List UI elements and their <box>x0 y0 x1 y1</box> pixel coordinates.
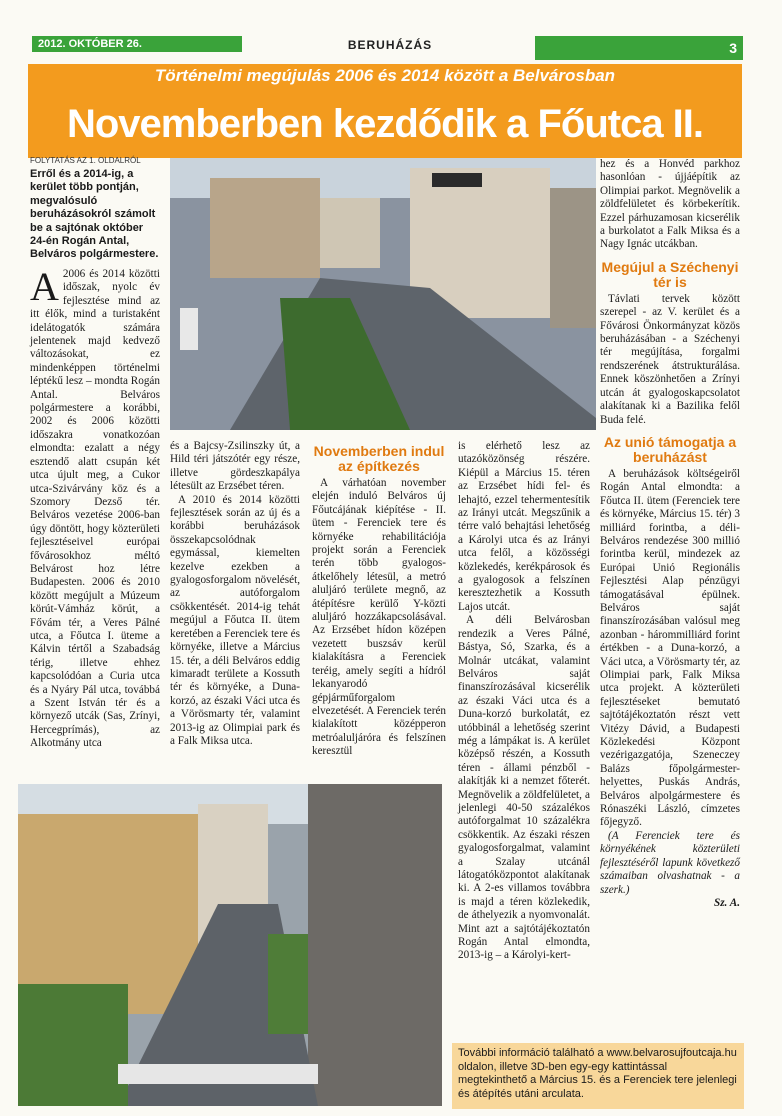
col4-paragraph-1: is elérhető lesz az utazóközönség részére. Kiépül a Március 15. téren az Erzsébet hídi fel- és lehajtó, ezzel tehermentesítik az Irányi utcát. Megszűnik a térre való behajtási lehetőség a Károlyi utca és az Irányi utca felől, a közösségi közlekedés, kerékpárosok és a gyalogosok a felszínen keresztezhetik a Kossuth Lajos utcát. <box>458 440 590 613</box>
date-bar <box>32 36 242 52</box>
column-2 <box>170 440 300 748</box>
subhead-eu-support: Az unió támogatja a beruházást <box>603 433 737 465</box>
issue-date: 2012. OKTÓBER 26. <box>38 38 142 50</box>
page-number: 3 <box>729 40 737 56</box>
col1-text: 2006 és 2014 közötti időszak, nyolc év fejlesztése mind az itt élők, mind a turistaként idelátogatók számára jelentenek majd kedvező változásokat, ez mindenképpen történelmi léptékű lesz – mondta Rogán Antal. Belváros polgármestere a korábbi, 2002 és 2006 közötti időszakra vonatkozóan elmondta: ezalatt a négy esztendő alatt csupán két utca újult meg, a Cukor utca-Szivárvány köz és a Szomory Dezső tér. Belváros vezetése 2006-ban úgy döntött, hogy közterületi fejlesztéseivel európai fővárosokhoz méltó Belvárost hoz létre Budapesten. 2006 és 2010 között megújult a Múzeum körút-Vámház körút, a Fővám tér, a Veres Pálné utca, a Főutca I. üteme a Kálvin tértől a Szabadság térig, illetve ehhez kapcsolódóan a Curia utca és a Nyáry Pál utca, továbbá a Szent István tér és a környező utcák (Sas, Zrínyi, Hercegprímás), az Alkotmány utca <box>30 268 160 750</box>
kicker: Történelmi megújulás 2006 és 2014 között a Belvárosban <box>154 66 616 85</box>
col4-paragraph-2: A déli Belvárosban rendezik a Veres Pálné, Bástya, Só, Szarka, és a Molnár utcákat, valamint Belváros saját finanszírozásával kicserélik az északi Váci utca és a Duna-korzó burkolatát, ez utóbbinál a lehetőség szerint még a lámpákat is. A kerület középső részén, a Kossuth téren - állami pénzből - alakítják ki a nemzet főterét. Megnövelik a zöldfelületet, a jelenlegi 40-50 százalékos autóforgalmat 10 százalékra csökkentik. Az északi részen gyalogosforgalmat, valamint a Szalay utcánál látogatóközpontot alakítanak ki. A 2-es villamos továbbra is majd a téren közlekedik, de áthelyezik a nyomvonalát. Mint azt a sajtótájékoztatón Rogán Antal elmondta, 2013-ig – a Károlyi-kert- <box>458 614 590 962</box>
drop-cap: A <box>30 264 59 309</box>
city-photo-top <box>170 158 596 430</box>
page-number-bar <box>535 36 743 60</box>
street-aerial-image <box>170 158 596 430</box>
info-box: További információ található a www.belvarosujfoutcaja.hu oldalon, illetve 3D-ben egy-egy kattintással megtekinthető a Március 15. és a Ferenciek tere jelenlegi és átépítés utáni arculata. <box>452 1043 744 1109</box>
col2-paragraph-2: A 2010 és 2014 közötti fejlesztések során az új és a korábbi beruházások összekapcsolódnak egymással, kiemelten kezelve ezekben a gyalogosforgalom növelését, az autóforgalom csökkentését. 2014-ig tehát megújul a Főutca II. ütem keretében a Ferenciek tere és környéke, illetve a Március 15. tér, a déli Belváros eddig kimaradt területe a Kossuth tér és környéke, a Duna-korzó, az északi Váci utca és a Vörösmarty tér, valamint 2013-ig az Olimpiai park és a Falk Miksa utca. <box>170 493 300 747</box>
column-5 <box>600 158 740 910</box>
col5-paragraph-mid: Távlati tervek között szerepel - az V. kerület és a Fővárosi Önkormányzat közös beruházásában - a Széchenyi tér megújítása, forgalmi rendszerének átstrukturálása. Ennek köszönhetően a Zrínyi utcán át gyalogoskapcsolatot alakítanak ki a Bazilika felől Buda felé. <box>600 292 740 426</box>
column-4 <box>458 440 590 963</box>
lead-paragraph: Erről és a 2014-ig, a kerület több pontján, megvalósuló beruházásokról számolt be a sajtónak október 24-én Rogán Antal, Belváros polgármestere. <box>30 168 159 261</box>
col5-paragraph-top: hez és a Honvéd parkhoz hasonlóan - újjáépítik az Olimpiai parkot. Megnövelik a zöldfelületet és körbekerítik. Ezzel párhuzamosan kicserélik a burkolatot a Falk Miksa és a Nagy Ignác utcákban. <box>600 158 740 251</box>
column-3 <box>312 440 446 759</box>
col2-paragraph-1: és a Bajcsy-Zsilinszky út, a Hild téri játszótér egy része, illetve gördeszkapálya létesült az Erzsébet téren. <box>170 440 300 493</box>
street-render-image <box>18 784 442 1106</box>
editor-note: (A Ferenciek tere és környékének közterületi fejlesztéséről lapunk következő számaiban olvashatnak - a szerk.) <box>600 829 740 896</box>
col3-paragraph: A várhatóan november elején induló Belváros új Főutcájának kiépítése - II. ütem - Ferenciek tere és környéke rehabilitációja projekt során a Ferenciek terén több gyalogos-átkelőhely létesül, a metró aluljáró területe megnő, az átépítésre kerülő Y-közti aluljáró hozzákapcsolásával. Az Erzsébet hídon középen vezetett buszsáv kerül kialakításra a Ferenciek teréig, amely segíti a hídról lekanyarodó gépjárműforgalom elvezetését. A Ferenciek terén kialakított középperon metróaluljáróra és felszínen keresztül <box>312 477 446 758</box>
section-title: BERUHÁZÁS <box>347 38 433 52</box>
subhead-szechenyi: Megújul a Széchenyi tér is <box>601 258 739 290</box>
city-photo-bottom <box>18 784 442 1106</box>
subhead-construction: Novemberben indul az építkezés <box>313 443 445 474</box>
continued-note: FOLYTATÁS AZ 1. OLDALRÓL <box>30 156 141 165</box>
col5-paragraph-bottom: A beruházások költségeiről Rogán Antal elmondta: a Főutca II. ütem (Ferenciek tere és környéke, Március 15. tér) 3 milliárd forintba, a déli-Belváros rendezése 300 millió forintba kerül, mindezek az Európai Unió Regionális Fejlesztési Alap pénzügyi támogatásával épülnek. Belváros saját finanszírozásában valósul meg azonban - hárommilliárd forint értékben - a Duna-korzó, a Váci utca, a Vörösmarty tér, az Olimpiai park, Falk Miksa utca projekt. A közterületi fejlesztéseket bemutató sajtótájékoztatón részt vett Vitézy Dávid, a Budapesti Közlekedési Központ vezérigazgatója, Szeneczey Balázs főpolgármester-helyettes, Puskás András, Belváros alpolgármestere és Rónaszéki László, címzetes főjegyző. <box>600 467 740 829</box>
headline: Novemberben kezdődik a Főutca II. <box>66 102 704 146</box>
signature: Sz. A. <box>713 896 740 909</box>
column-1 <box>30 264 160 751</box>
